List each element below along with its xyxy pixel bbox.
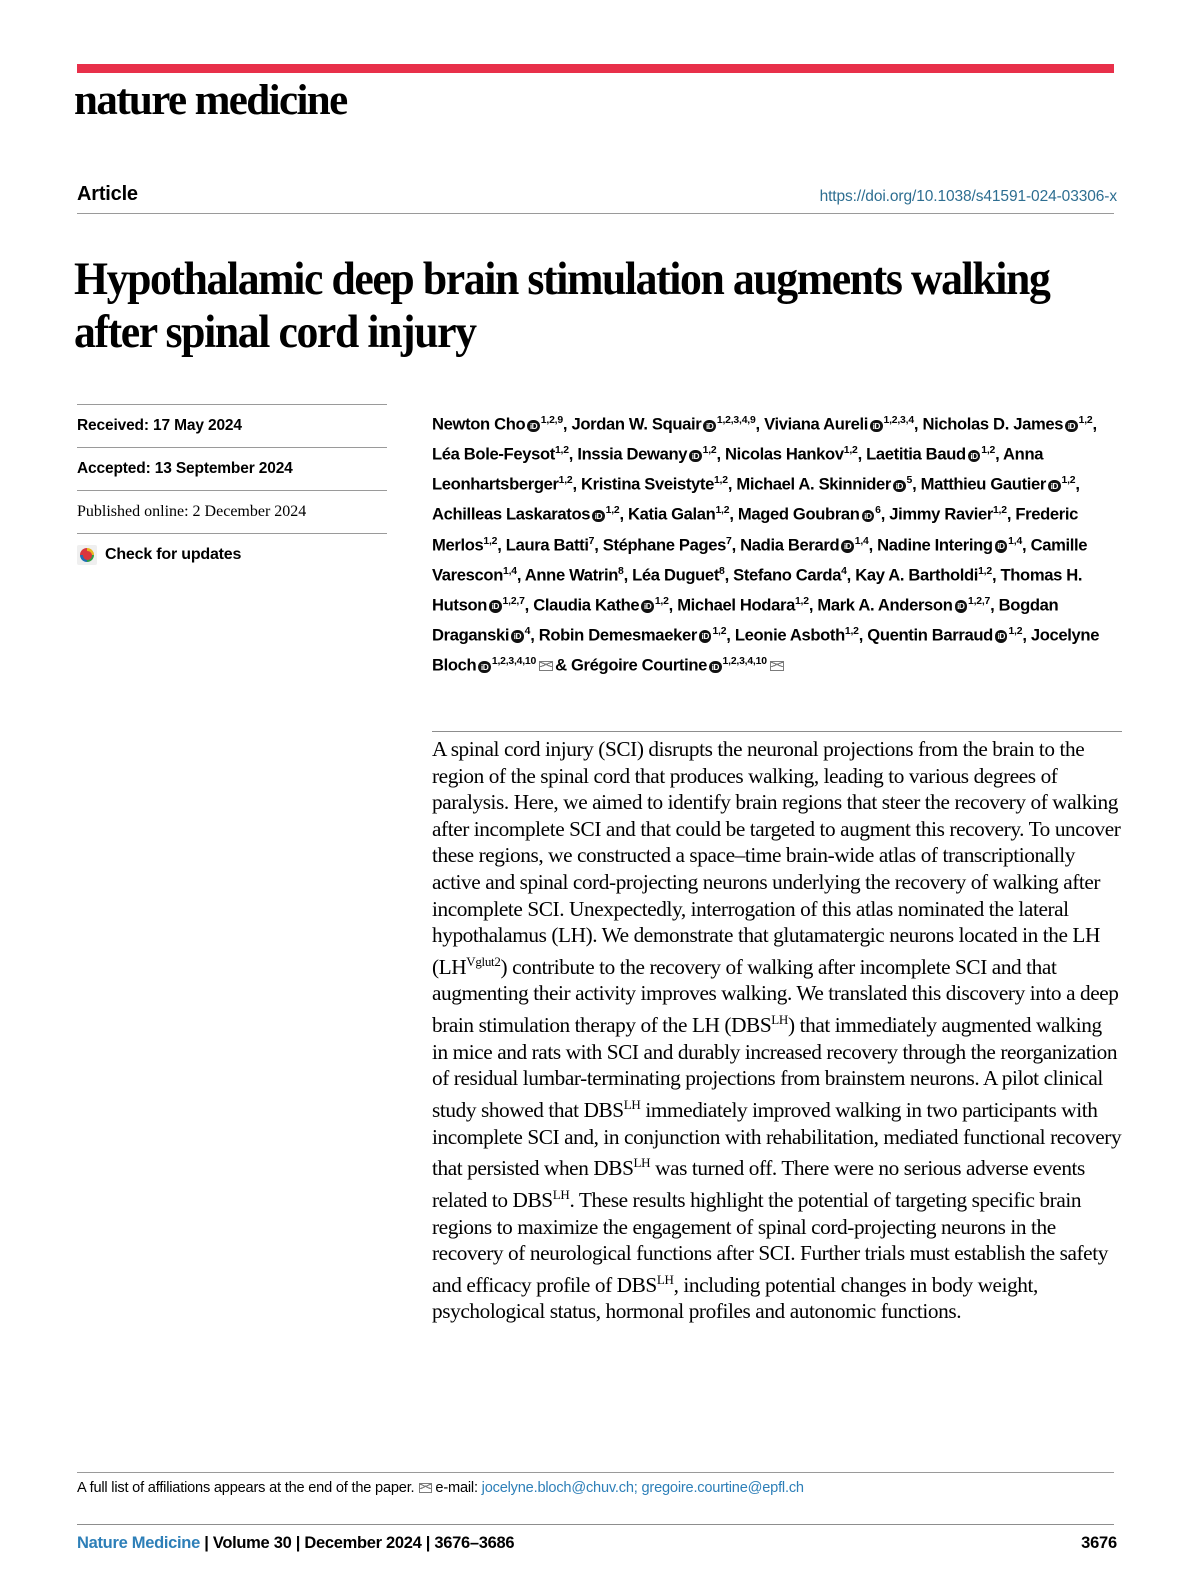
received-date: Received: 17 May 2024 xyxy=(77,417,242,434)
author: Katia Galan xyxy=(628,504,716,524)
publication-meta xyxy=(77,404,387,565)
author: Quentin Barraud xyxy=(867,625,993,645)
author: Léa Duguet xyxy=(632,565,719,585)
orcid-icon[interactable]: iD xyxy=(689,450,702,463)
author: Anne Watrin xyxy=(524,565,619,585)
orcid-icon[interactable]: iD xyxy=(511,630,524,643)
email-link-bloch[interactable]: jocelyne.bloch@chuv.ch xyxy=(481,1480,634,1496)
author: Stefano Carda xyxy=(733,565,842,585)
email-separator: ; xyxy=(633,1480,638,1496)
email-link-courtine[interactable]: gregoire.courtine@epfl.ch xyxy=(641,1480,804,1496)
orcid-icon[interactable]: iD xyxy=(1048,480,1061,493)
article-type-label: Article xyxy=(77,183,138,205)
abstract-divider xyxy=(432,731,1122,732)
header-divider xyxy=(77,213,1114,214)
author: Thomas H. Hutson xyxy=(432,565,1083,615)
author: Kay A. Bartholdi xyxy=(855,565,979,585)
check-for-updates-button[interactable] xyxy=(77,534,387,565)
crossmark-icon xyxy=(77,545,97,565)
author: Stéphane Pages xyxy=(602,535,727,555)
orcid-icon[interactable]: iD xyxy=(699,630,712,643)
author: Nicholas D. James xyxy=(922,414,1064,434)
author: Camille Varescon xyxy=(432,535,1088,585)
author: Jocelyne Bloch xyxy=(432,625,1100,675)
author: Michael A. Skinnider xyxy=(736,474,892,494)
page-number: 3676 xyxy=(1081,1534,1117,1552)
orcid-icon[interactable]: iD xyxy=(527,420,540,433)
orcid-icon[interactable]: iD xyxy=(968,450,981,463)
abstract-text: A spinal cord injury (SCI) disrupts the neuronal projections from the brain to the region of the spinal cord that produces walking, leading to various degrees of paralysis. Here, we aimed to identify brain regions that steer the recovery of walking after incomplete SCI and that could be targeted to augment this recovery. To uncover these regions, we constructed a space–time brain-wide atlas of transcriptionally active and spinal cord-projecting neurons underlying the recovery of walking after incomplete SCI. Unexpectedly, interrogation of this atlas nominated the lateral hypothalamus (LH). We demonstrate that glutamatergic neurons located in the LH $(LH^{Vglut2})$ contribute to the recovery of walking after incomplete SCI and that augmenting their activity improves walking. We translated this discovery into a deep brain stimulation therapy of the LH $(DBS^{LH})$ that immediately augmented walking in mice and rats with SCI and durably increased recovery through the reorganization of residual lumbar-terminating projections from brainstem neurons. A pilot clinical study showed that $DBS^{LH}$ immediately improved walking in two participants with incomplete SCI and, in conjunction with rehabilitation, mediated functional recovery that persisted when $DBS^{LH}$ was turned off. There were no serious adverse events related to $DBS^{LH}$. These results highlight the potential of targeting specific brain regions to maximize the engagement of spinal cord-projecting neurons in the recovery of neurological functions after SCI. Further trials must establish the safety and efficacy profile of $DBS^{LH}$, including potential changes in body weight, psychological status, hormonal profiles and autonomic functions. xyxy=(432,737,1122,1324)
doi-link[interactable]: https://doi.org/10.1038/s41591-024-03306-x xyxy=(819,188,1117,205)
author: Achilleas Laskaratos xyxy=(432,504,591,524)
author: Kristina Sveistyte xyxy=(581,474,714,494)
author: Frederic Merlos xyxy=(432,504,1079,555)
orcid-icon[interactable]: iD xyxy=(893,480,906,493)
author: Newton Cho xyxy=(432,414,526,434)
author: Viviana Aureli xyxy=(764,414,869,434)
orcid-icon[interactable]: iD xyxy=(709,661,722,674)
author: Bogdan Draganski xyxy=(432,595,1059,645)
bottom-divider xyxy=(77,1524,1114,1525)
orcid-icon[interactable]: iD xyxy=(995,630,1008,643)
orcid-icon[interactable]: iD xyxy=(995,540,1008,553)
affiliation-note xyxy=(77,1480,804,1496)
orcid-icon[interactable]: iD xyxy=(841,540,854,553)
author: Nicolas Hankov xyxy=(725,444,844,464)
accepted-date: Accepted: 13 September 2024 xyxy=(77,460,293,477)
orcid-icon[interactable]: iD xyxy=(478,661,491,674)
author: Robin Demesmaeker xyxy=(538,625,697,645)
author: Léa Bole-Feysot xyxy=(432,444,555,464)
author: Nadine Intering xyxy=(877,535,993,555)
journal-citation-details: | Volume 30 | December 2024 | 3676–3686 xyxy=(199,1534,515,1552)
journal-citation xyxy=(77,1534,514,1553)
orcid-icon[interactable]: iD xyxy=(955,600,968,613)
check-for-updates-label: Check for updates xyxy=(105,546,242,563)
orcid-icon[interactable]: iD xyxy=(641,600,654,613)
email-label: e-mail: xyxy=(435,1480,478,1496)
journal-citation-name[interactable]: Nature Medicine xyxy=(77,1534,200,1552)
author: Maged Goubran xyxy=(737,504,860,524)
author: Mark A. Anderson xyxy=(817,595,953,615)
author: Anna Leonhartsberger xyxy=(432,444,1044,494)
footer-divider xyxy=(77,1472,1114,1473)
orcid-icon[interactable]: iD xyxy=(703,420,716,433)
envelope-icon xyxy=(419,1483,432,1493)
orcid-icon[interactable]: iD xyxy=(489,600,502,613)
page-title: Hypothalamic deep brain stimulation augments walking after spinal cord injury xyxy=(74,253,1050,359)
author: Claudia Kathe xyxy=(533,595,640,615)
published-date: Published online: 2 December 2024 xyxy=(77,503,307,520)
author: Jimmy Ravier xyxy=(889,504,993,524)
author: Laetitia Baud xyxy=(866,444,966,464)
orcid-icon[interactable]: iD xyxy=(1065,420,1078,433)
author: Michael Hodara xyxy=(677,595,795,615)
author: Inssia Dewany xyxy=(577,444,688,464)
author: Nadia Berard xyxy=(740,535,840,555)
brand-accent-bar xyxy=(77,64,1114,73)
author: Laura Batti xyxy=(505,535,589,555)
author-list: Newton Cho iD $^{1,2,9}$, Jordan W. Squair iD $^{1,2,3,4,9}$, Viviana Aureli iD $^{1,2,3,4}$, Nicholas D. James iD $^{1,2}$, Léa Bole-Feysot$^{1,2}$, Inssia Dewany iD $^{1,2}$, Nicolas Hankov$^{1,2}$, Laetitia Baud iD $^{1,2}$, Anna Leonhartsberger$^{1,2}$, Kristina Sveistyte$^{1,2}$, Michael A. Skinnider iD $^5$, Matthieu Gautier iD $^{1,2}$, Achilleas Laskaratos iD $^{1,2}$, Katia Galan$^{1,2}$, Maged Goubran iD $^6$, Jimmy Ravier$^{1,2}$, Frederic Merlos$^{1,2}$, Laura Batti$^7$, Stéphane Pages$^7$, Nadia Berard iD $^{1,4}$, Nadine Intering iD $^{1,4}$, Camille Varescon$^{1,4}$, Anne Watrin$^8$, Léa Duguet$^8$, Stefano Carda$^4$, Kay A. Bartholdi$^{1,2}$, Thomas H. Hutson iD $^{1,2,7}$, Claudia Kathe iD $^{1,2}$, Michael Hodara$^{1,2}$, Mark A. Anderson iD $^{1,2,7}$, Bogdan Draganski iD $^4$, Robin Demesmaeker iD $^{1,2}$, Leonie Asboth$^{1,2}$, Quentin Barraud iD $^{1,2}$, Jocelyne Bloch iD $^{1,2,3,4,10}$ & Grégoire Courtine iD $^{1,2,3,4,10}$ xyxy=(432,414,1100,675)
envelope-icon[interactable] xyxy=(539,661,553,671)
journal-masthead: nature medicine xyxy=(74,77,347,124)
orcid-icon[interactable]: iD xyxy=(592,510,605,523)
author: Leonie Asboth xyxy=(734,625,845,645)
envelope-icon[interactable] xyxy=(770,661,784,671)
orcid-icon[interactable]: iD xyxy=(862,510,875,523)
affiliation-note-text: A full list of affiliations appears at the end of the paper. xyxy=(77,1480,415,1496)
author: Grégoire Courtine xyxy=(571,655,708,675)
author: Matthieu Gautier xyxy=(920,474,1046,494)
orcid-icon[interactable]: iD xyxy=(870,420,883,433)
author: Jordan W. Squair xyxy=(571,414,702,434)
